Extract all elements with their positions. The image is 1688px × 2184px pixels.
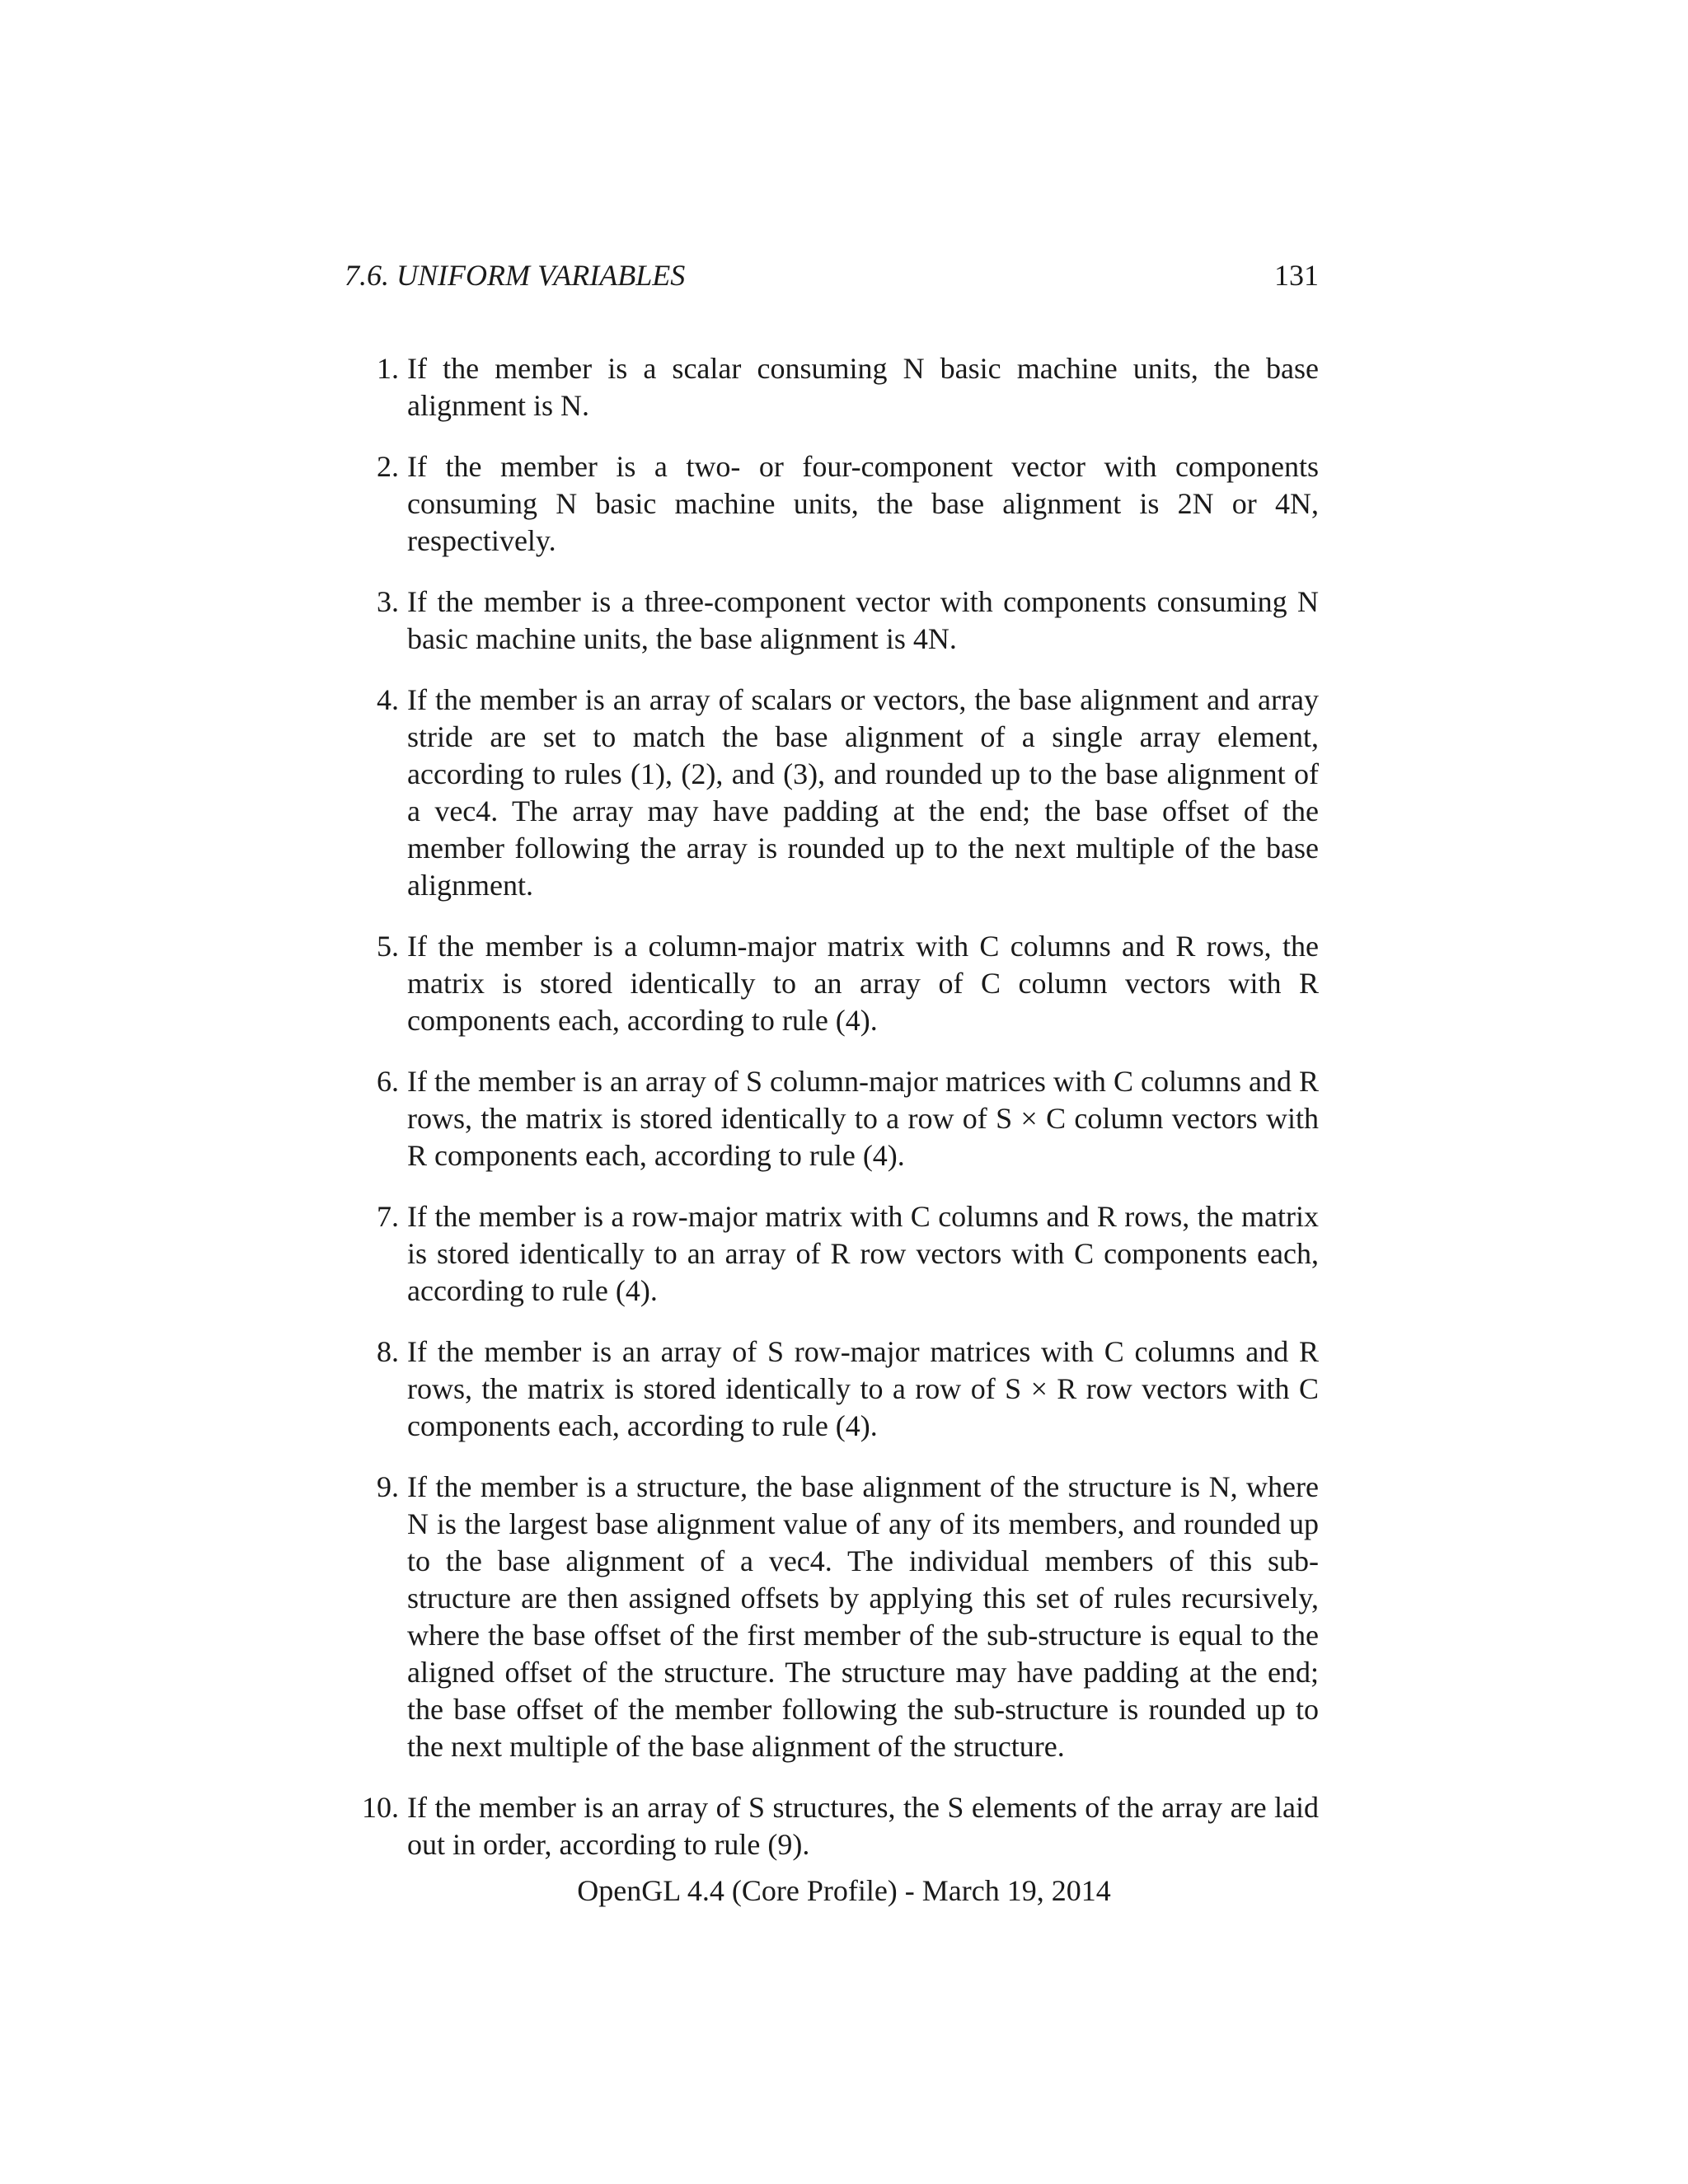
rule-item (345, 583, 1319, 658)
rule-item (345, 448, 1319, 560)
rule-item (345, 1198, 1319, 1310)
rule-text: If the member is a three-component vector with components consuming N basic machine units, the base alignment is 4N. (407, 585, 1319, 655)
page-footer: OpenGL 4.4 (Core Profile) - March 19, 2014 (577, 1874, 1111, 1907)
rule-text: If the member is a structure, the base alignment of the structure is N, where N is the largest base alignment value of any of its members, and rounded up to the base alignment of a vec4. The individual members of this sub-structure are then assigned offsets by applying this set of rules recursively, where the base offset of the first member of the sub-structure is equal to the aligned offset of the structure. The structure may have padding at the end; the base offset of the member following the sub-structure is rounded up to the next multiple of the base alignment of the structure. (407, 1470, 1319, 1763)
page-number: 131 (1274, 259, 1319, 292)
rule-text: If the member is an array of scalars or vectors, the base alignment and array stride are set to match the base alignment of a single array element, according to rules (1), (2), and (3), and rounded up to the base alignment of a vec4. The array may have padding at the end; the base offset of the member following the array is rounded up to the next multiple of the base alignment. (407, 683, 1319, 902)
rule-number: 1. (377, 352, 399, 385)
rule-item (345, 1333, 1319, 1445)
rule-text: If the member is an array of S row-major matrices with C columns and R rows, the matrix is stored identically to a row of S × R row vectors with C components each, according to rule (4). (407, 1335, 1319, 1442)
rule-item (345, 928, 1319, 1039)
rule-number: 10. (362, 1791, 399, 1824)
rule-text: If the member is a column-major matrix with C columns and R rows, the matrix is stored identically to an array of C column vectors with R components each, according to rule (4). (407, 930, 1319, 1037)
rule-number: 3. (377, 585, 399, 618)
rule-number: 8. (377, 1335, 399, 1368)
rule-text: If the member is a row-major matrix with C columns and R rows, the matrix is stored identically to an array of R row vectors with C components each, according to rule (4). (407, 1200, 1319, 1307)
rule-item (345, 682, 1319, 904)
rule-item (345, 350, 1319, 424)
section-title: 7.6. UNIFORM VARIABLES (345, 259, 686, 292)
rule-number: 9. (377, 1470, 399, 1503)
rule-number: 4. (377, 683, 399, 716)
rule-number: 5. (377, 930, 399, 963)
rule-item (345, 1469, 1319, 1765)
rule-text: If the member is an array of S structures, the S elements of the array are laid out in order, according to rule (9). (407, 1791, 1319, 1861)
alignment-rules-list (345, 350, 1319, 1887)
rule-item (345, 1063, 1319, 1174)
rule-text: If the member is a scalar consuming N basic machine units, the base alignment is N. (407, 352, 1319, 422)
rule-number: 6. (377, 1065, 399, 1098)
rule-text: If the member is a two- or four-component vector with components consuming N basic machine units, the base alignment is 2N or 4N, respectively. (407, 450, 1319, 557)
rule-number: 7. (377, 1200, 399, 1233)
rule-text: If the member is an array of S column-major matrices with C columns and R rows, the matrix is stored identically to a row of S × C column vectors with R components each, according to rule (4). (407, 1065, 1319, 1172)
rule-number: 2. (377, 450, 399, 483)
rule-item (345, 1789, 1319, 1863)
